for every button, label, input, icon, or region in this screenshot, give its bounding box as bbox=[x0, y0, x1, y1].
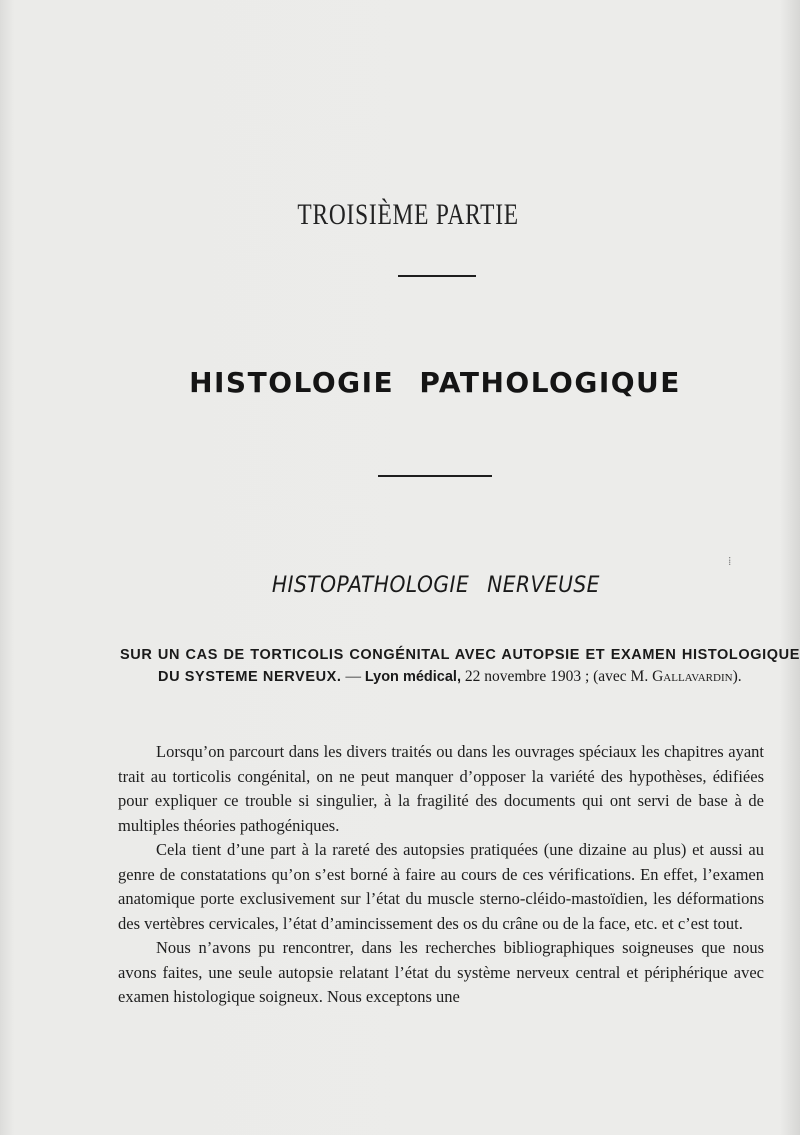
title-divider-bottom bbox=[378, 475, 492, 477]
subsection-title: HISTOPATHOLOGIE NERVEUSE bbox=[271, 573, 600, 598]
reference-title: SUR UN CAS DE TORTICOLIS CONGÉNITAL AVEC AUTOPSIE ET EXAMEN HISTOLOGIQUE DU SYSTEME NERVEUX. bbox=[120, 647, 800, 685]
reference-closing: ). bbox=[732, 668, 742, 685]
paragraph: Cela tient d’une part à la rareté des autopsies pratiquées (une dizaine au plus) et aussi au genre de constatations qu’on s’est borné à faire au cours de ces vérifications. En effet, l’examen anatomique porte exclusivement sur l’état du muscle sterno-cléido-mastoïdien, les déformations des vertèbres cervicales, l’état d’amincissement des os du crâne ou de la face, etc. et c’est tout. bbox=[118, 840, 764, 933]
scan-smudge-mark: ⁞ bbox=[728, 554, 732, 568]
paragraph: Nous n’avons pu rencontrer, dans les recherches bibliographiques soigneuses que nous avons faites, une seule autopsie relatant l’état du système nerveux central et périphérique avec examen histologique soigneux. Nous exceptons une bbox=[118, 938, 764, 1006]
body-text bbox=[118, 740, 764, 1010]
reference-dash: — bbox=[341, 668, 365, 685]
reference-journal: Lyon médical, bbox=[364, 669, 461, 685]
section-title: HISTOLOGIE PATHOLOGIQUE bbox=[189, 366, 681, 399]
reference-coauthor: Gallavardin bbox=[652, 668, 733, 685]
reference-date: 22 novembre 1903 ; (avec M. bbox=[460, 668, 653, 685]
title-divider-top bbox=[398, 275, 476, 277]
bibliographic-reference bbox=[120, 644, 800, 688]
part-title: TROISIÈME PARTIE bbox=[297, 198, 519, 231]
paragraph: Lorsqu’on parcourt dans les divers traités ou dans les ouvrages spéciaux les chapitres ayant trait au torticolis congénital, on ne peut manquer d’opposer la variété des hypothèses, édifiées pour expliquer ce trouble si singulier, à la fragilité des documents qui ont servi de base à de multiples théories pathogéniques. bbox=[118, 742, 764, 835]
